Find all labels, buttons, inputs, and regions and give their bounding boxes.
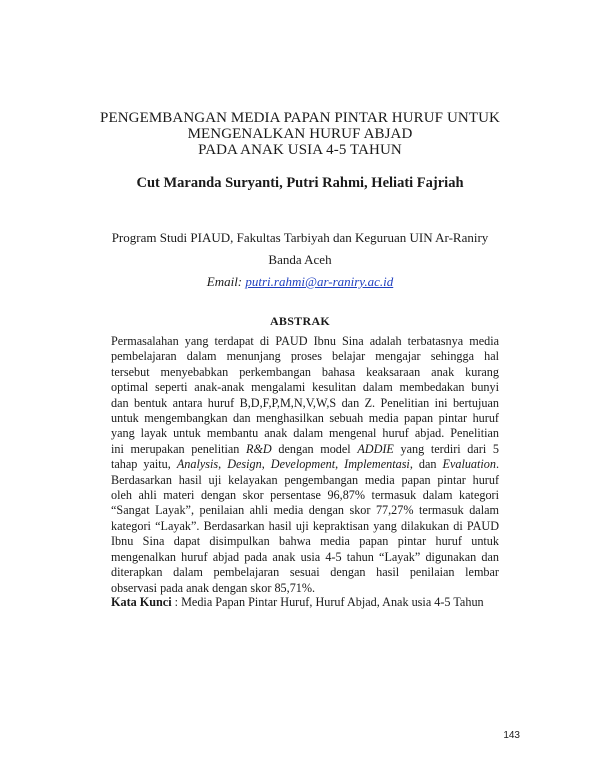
abstract-line: ini merupakan penelitian R&D dengan model ADDIE yang terdiri dari 5 bbox=[111, 441, 499, 456]
abstract-line: Berdasarkan hasil uji kelayakan pengembangan media papan pintar huruf bbox=[111, 472, 499, 487]
abstract-line: tahap yaitu, Analysis, Design, Development, Implementasi, dan Evaluation. bbox=[111, 457, 500, 472]
author-list: Cut Maranda Suryanti, Putri Rahmi, Heliati Fajriah bbox=[136, 175, 464, 191]
email-link[interactable]: putri.rahmi@ar-raniry.ac.id bbox=[245, 274, 394, 289]
title-line-1: PENGEMBANGAN MEDIA PAPAN PINTAR HURUF UNTUK bbox=[100, 110, 500, 126]
abstract-line: Permasalahan yang terdapat di PAUD Ibnu Sina adalah terbatasnya media bbox=[111, 334, 499, 348]
affiliation-line-1: Program Studi PIAUD, Fakultas Tarbiyah dan Keguruan UIN Ar-Raniry bbox=[111, 230, 489, 245]
abstract-line: untuk mengembangkan dan menghasilkan sebuah media papan pintar huruf bbox=[111, 411, 499, 426]
email-label: Email: bbox=[206, 274, 243, 289]
abstract-line: optimal seperti anak-anak mengalami kesulitan dalam membedakan bunyi bbox=[111, 380, 499, 395]
abstract-line: Ibnu Sina dapat disimpulkan bahwa media papan pintar huruf untuk bbox=[111, 534, 499, 549]
abstract-line: diterapkan dalam pembelajaran sesuai dengan hasil penilaian lembar bbox=[111, 565, 499, 580]
abstract-line: pembelajaran dalam menunjang proses belajar mengajar sehingga hal bbox=[111, 349, 499, 364]
keywords-label: Kata Kunci bbox=[111, 595, 172, 609]
keywords bbox=[111, 595, 531, 610]
abstract-line: tersebut menyebabkan perkembangan bahasa keaksaraan anak kurang bbox=[111, 364, 499, 379]
title-line-2: MENGENALKAN HURUF ABJAD bbox=[187, 126, 413, 142]
abstract-body bbox=[111, 334, 499, 596]
page-number: 143 bbox=[503, 730, 520, 741]
abstract-line: kategori “Layak”. Berdasarkan hasil uji kepraktisan yang dilakukan di PAUD bbox=[111, 518, 499, 533]
abstract-heading: ABSTRAK bbox=[269, 314, 331, 328]
abstract-line: mengenalkan huruf abjad pada anak usia 4-5 tahun “Layak” digunakan dan bbox=[111, 549, 499, 564]
abstract-line: dan bentuk antara huruf B,D,F,P,M,N,V,W,S dan Z. Penelitian ini bertujuan bbox=[111, 395, 499, 410]
abstract-line: oleh ahli materi dengan skor persentase 96,87% termasuk dalam kategori bbox=[111, 488, 499, 503]
affiliation-line-2: Banda Aceh bbox=[268, 252, 332, 267]
paper-title bbox=[60, 110, 540, 158]
abstract-line: yang layak untuk membantu anak dalam mengenal huruf abjad. Penelitian bbox=[111, 426, 499, 441]
title-line-3: PADA ANAK USIA 4-5 TAHUN bbox=[198, 142, 402, 158]
abstract-line: observasi pada anak dengan skor 85,71%. bbox=[111, 580, 316, 595]
email-line bbox=[40, 271, 560, 293]
keywords-text: : Media Papan Pintar Huruf, Huruf Abjad, Anak usia 4-5 Tahun bbox=[171, 595, 484, 609]
abstract-line: “Sangat Layak”, penilaian ahli media dengan skor 77,27% termasuk dalam bbox=[111, 503, 499, 518]
affiliation bbox=[40, 227, 560, 293]
